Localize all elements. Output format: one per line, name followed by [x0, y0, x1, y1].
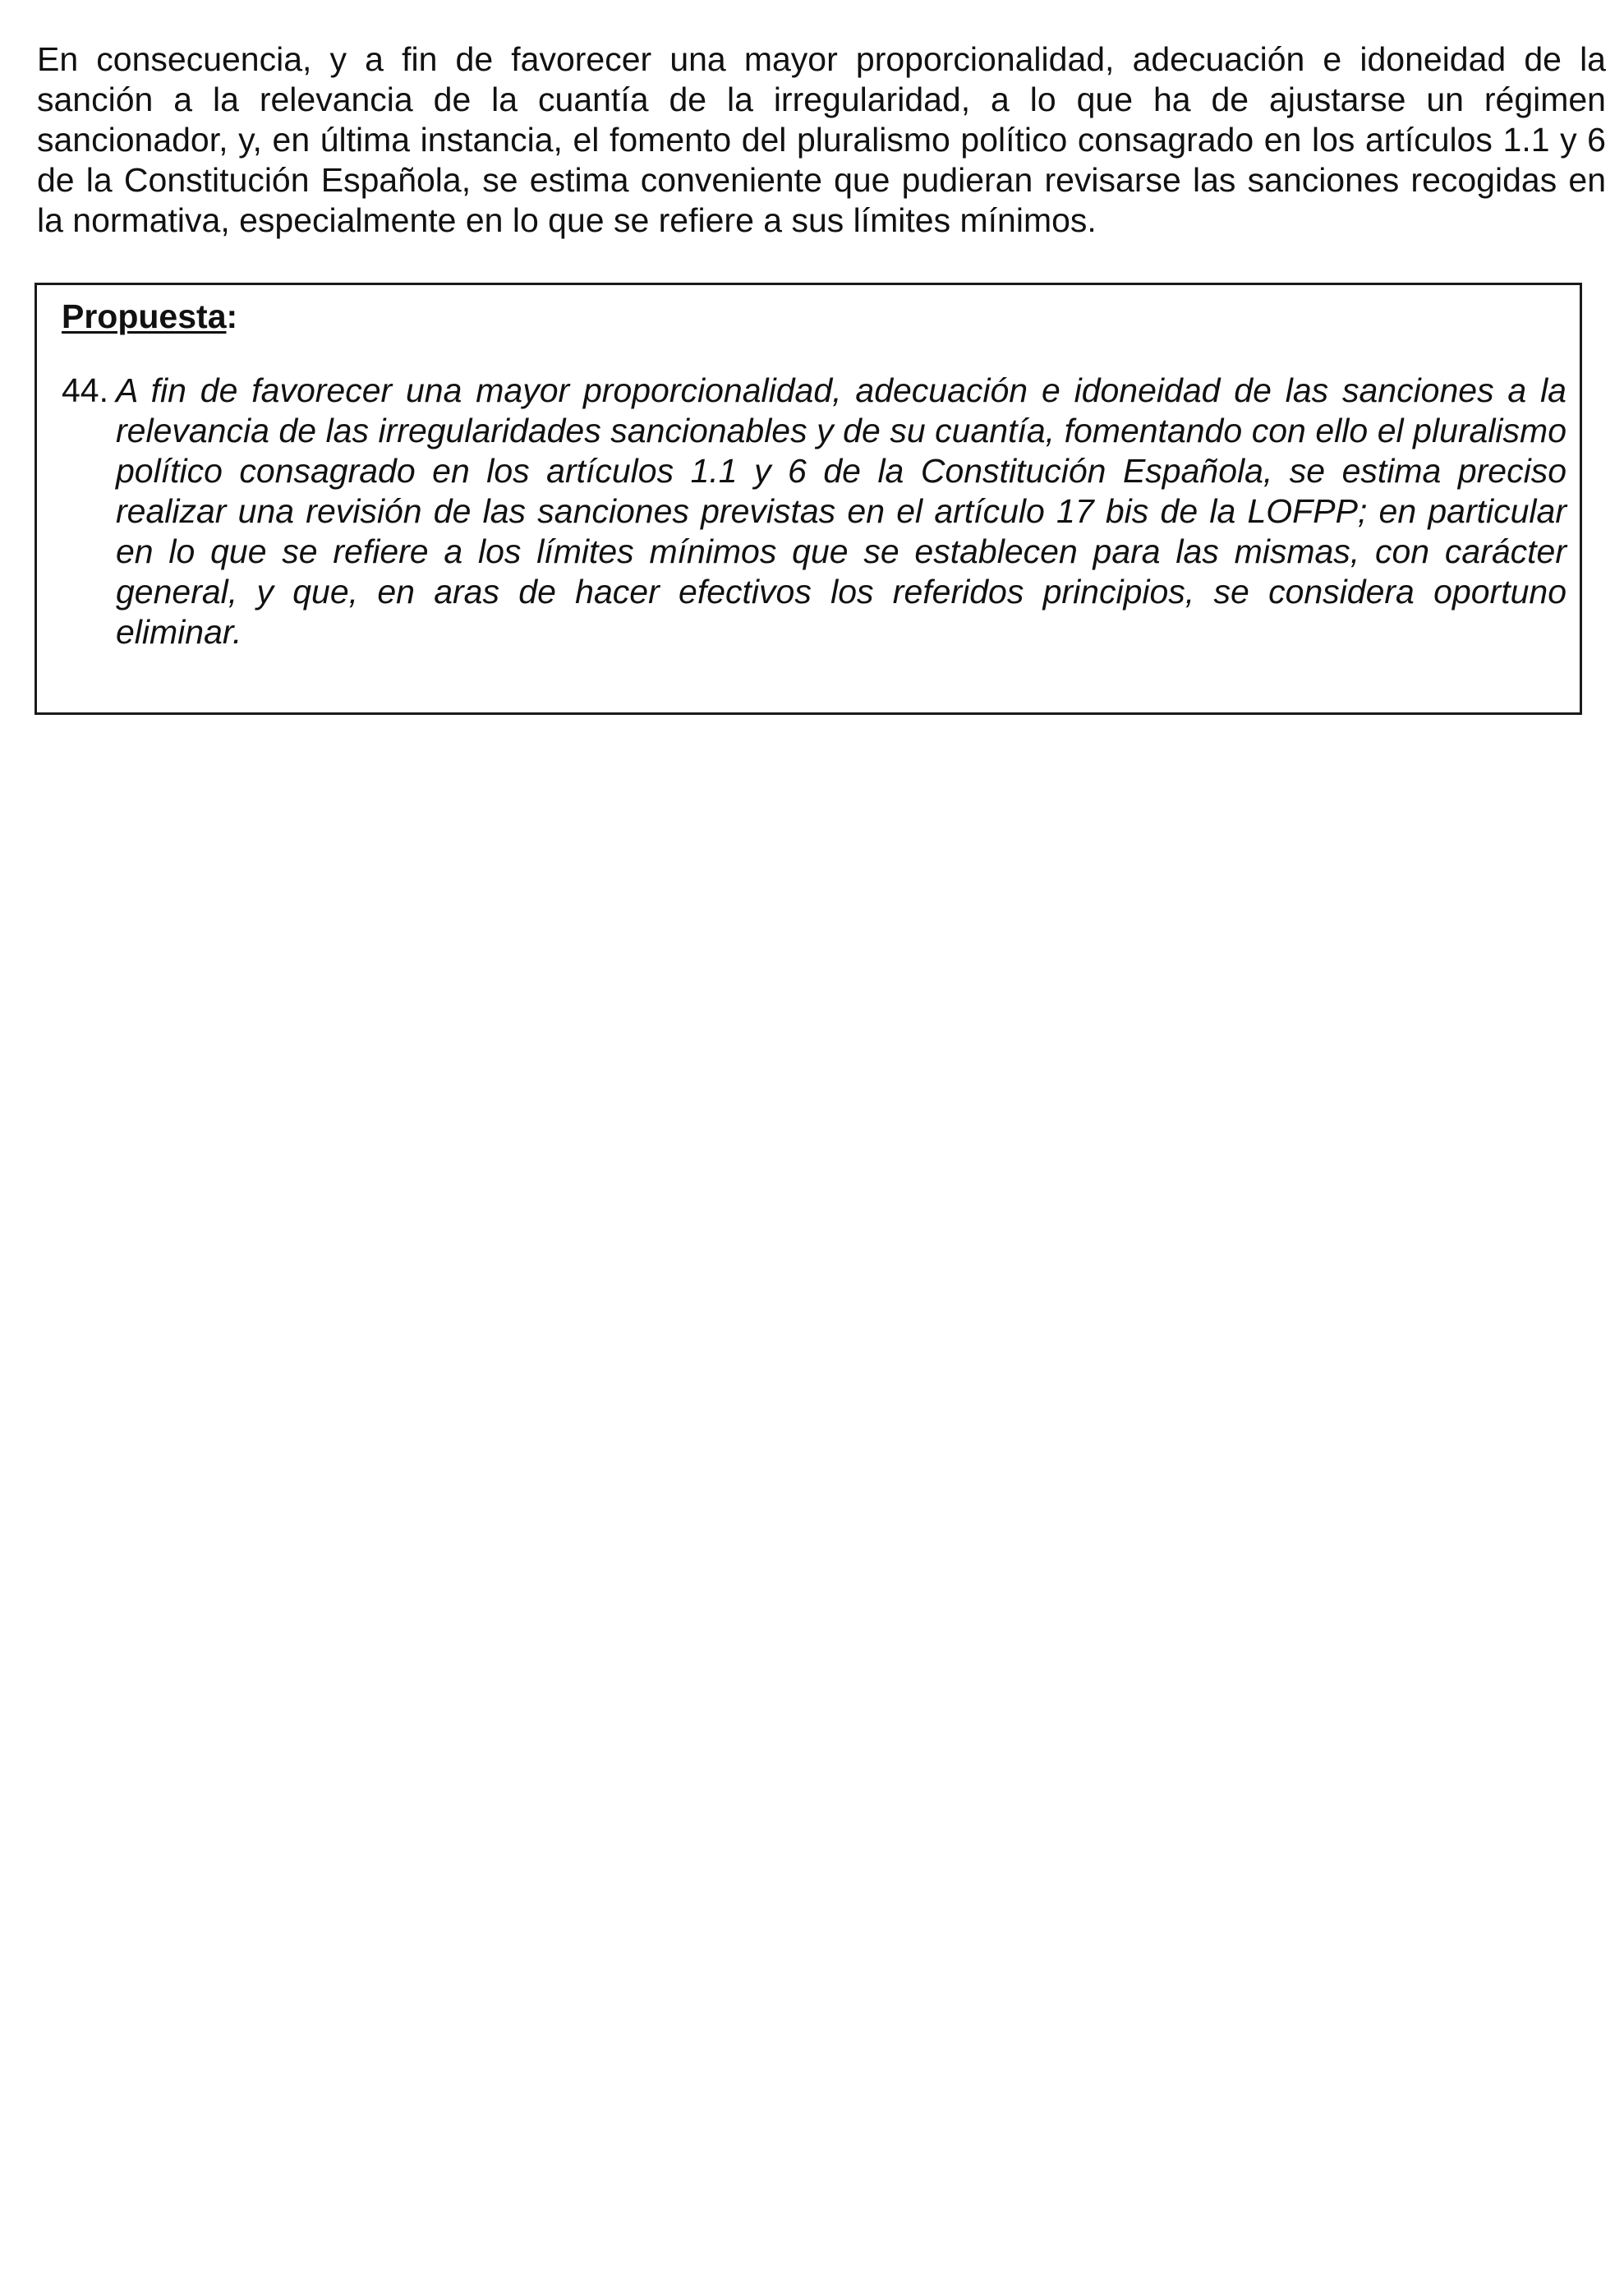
proposal-heading-colon: : — [226, 297, 238, 335]
proposal-item-text: A fin de favorecer una mayor proporcionalidad, adecuación e idoneidad de las sanciones a la relevancia de las irregularidades sancionables y de su cuantía, fomentando con ello el pluralismo político consagrado en los artículos 1.1 y 6 de la Constitución Española, se estima preciso realizar una revisión de las sanciones previstas en el artículo 17 bis de la LOFPP; en particular en lo que se refiere a los límites mínimos que se establecen para las mismas, con carácter general, y que, en aras de hacer efectivos los referidos principios, se considera oportuno eliminar. — [116, 371, 1566, 651]
proposal-item — [62, 371, 1566, 652]
proposal-heading-label: Propuesta — [62, 297, 227, 335]
proposal-box — [35, 283, 1582, 715]
proposal-heading — [62, 297, 237, 337]
proposal-item-number: 44. — [62, 371, 108, 409]
intro-paragraph: En consecuencia, y a fin de favorecer una mayor proporcionalidad, adecuación e idoneidad de la sanción a la relevancia de la cuantía de la irregularidad, a lo que ha de ajustarse un régimen sancionador, y, en última instancia, el fomento del pluralismo político consagrado en los artículos 1.1 y 6 de la Constitución Española, se estima conveniente que pudieran revisarse las sanciones recogidas en la normativa, especialmente en lo que se refiere a sus límites mínimos. — [37, 40, 1606, 239]
